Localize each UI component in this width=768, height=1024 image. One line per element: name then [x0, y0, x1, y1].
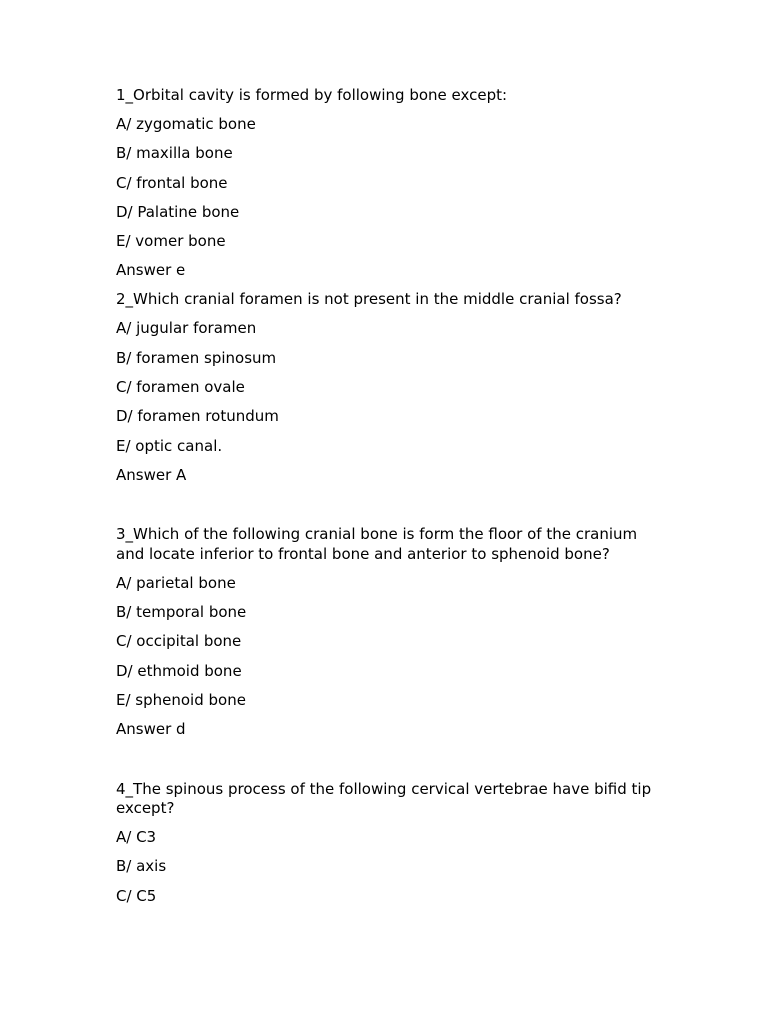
option-a: A/ C3 [116, 828, 157, 847]
option-b: B/ foramen spinosum [116, 348, 277, 367]
option-e: E/ optic canal. [116, 436, 223, 455]
option-c: C/ C5 [116, 886, 157, 905]
question-text: 3_Which of the following cranial bone is form the floor of the cranium and locate inferior to frontal bone and anterior to sphenoid bone? [116, 525, 638, 563]
option-d: D/ ethmoid bone [116, 661, 242, 680]
question-block-3 [116, 525, 656, 739]
option-c: C/ foramen ovale [116, 378, 245, 397]
option-b: B/ maxilla bone [116, 144, 233, 163]
option-d: D/ Palatine bone [116, 202, 240, 221]
option-c: C/ frontal bone [116, 173, 228, 192]
question-block-4 [116, 780, 656, 907]
question-text: 1_Orbital cavity is formed by following bone except: [116, 86, 508, 104]
spacer [116, 495, 656, 525]
option-b: B/ axis [116, 857, 167, 876]
option-a: A/ zygomatic bone [116, 115, 256, 133]
option-a: A/ jugular foramen [116, 319, 257, 338]
question-block-2 [116, 290, 656, 485]
answer-text: Answer e [116, 261, 186, 280]
option-b: B/ temporal bone [116, 603, 247, 622]
answer-text: Answer A [116, 465, 187, 484]
option-c: C/ occipital bone [116, 632, 242, 651]
option-d: D/ foramen rotundum [116, 407, 279, 426]
option-a: A/ parietal bone [116, 573, 236, 592]
question-text: 4_The spinous process of the following cervical vertebrae have bifid tip except? [116, 779, 652, 818]
option-e: E/ sphenoid bone [116, 690, 246, 709]
question-text: 2_Which cranial foramen is not present in the middle cranial fossa? [116, 290, 622, 309]
answer-text: Answer d [116, 720, 186, 739]
spacer [116, 750, 656, 780]
question-block-1 [116, 86, 656, 281]
option-e: E/ vomer bone [116, 232, 226, 251]
document-page [116, 86, 656, 916]
